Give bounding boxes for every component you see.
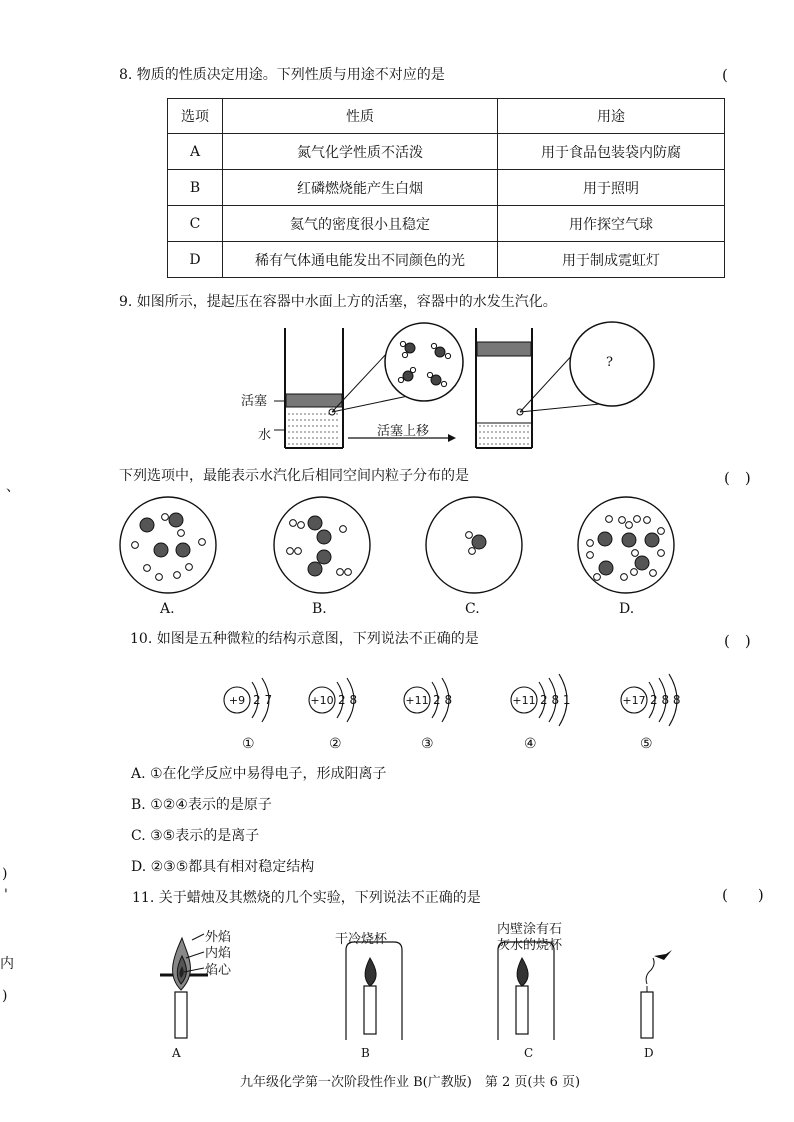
- q9-sub-question: 下列选项中，最能表示水汽化后相同空间内粒子分布的是: [119, 468, 469, 484]
- cell-property: 红磷燃烧能产生白烟: [223, 170, 498, 206]
- particle-5-shells: 2 8 8: [650, 693, 681, 707]
- cell-option: C: [168, 206, 223, 242]
- q9-piston-diagram: [230, 318, 670, 450]
- cell-property: 稀有气体通电能发出不同颜色的光: [223, 242, 498, 278]
- particle-1-label: ①: [242, 736, 255, 752]
- label-limewater-beaker-line2: 灰水的烧杯: [497, 938, 563, 953]
- label-inner-flame: 内焰: [205, 946, 232, 961]
- margin-mark: 、: [6, 479, 20, 495]
- particle-3-shells: 2 8: [433, 693, 453, 707]
- particle-1-shells: 2 7: [253, 693, 273, 707]
- label-water: 水: [258, 428, 272, 443]
- q8-stem: 8. 物质的性质决定用途。下列性质与用途不对应的是: [119, 67, 445, 83]
- q9-option-a: A.: [160, 601, 175, 617]
- particle-4-label: ④: [524, 736, 537, 752]
- question-mark: ?: [606, 355, 613, 370]
- header-use: 用途: [498, 99, 725, 134]
- label-limewater-beaker-line1: 内壁涂有石: [497, 922, 563, 937]
- q9-option-b: B.: [312, 601, 327, 617]
- arrow-label: 活塞上移: [377, 424, 430, 439]
- particle-2-shells: 2 8: [338, 693, 358, 707]
- q8-table: [167, 98, 725, 278]
- cell-option: A: [168, 134, 223, 170]
- cell-use: 用于食品包装袋内防腐: [498, 134, 725, 170]
- particle-5-label: ⑤: [640, 736, 653, 752]
- q11-stem: 11. 关于蜡烛及其燃烧的几个实验，下列说法不正确的是: [132, 890, 481, 906]
- label-outer-flame: 外焰: [205, 930, 232, 945]
- table-row: [168, 134, 725, 170]
- header-option: 选项: [168, 99, 223, 134]
- table-header-row: [168, 99, 725, 134]
- q9-answer-paren: ( ): [724, 469, 751, 487]
- cell-option: D: [168, 242, 223, 278]
- label-dry-beaker: 干冷烧杯: [335, 932, 388, 947]
- q9-stem: 9. 如图所示，提起压在容器中水面上方的活塞，容器中的水发生汽化。: [119, 294, 557, 310]
- label-flame-core: 焰心: [205, 963, 232, 978]
- q9-option-c: C.: [465, 601, 480, 617]
- q11-option-c: C: [524, 1046, 534, 1060]
- particle-3-label: ③: [421, 736, 434, 752]
- label-piston: 活塞: [241, 394, 268, 409]
- table-row: [168, 206, 725, 242]
- q11-option-a: A: [172, 1046, 181, 1060]
- particle-5-nucleus: +17: [622, 694, 646, 707]
- q11-answer-paren: ( ): [722, 886, 764, 904]
- q10-atom-diagrams: [212, 668, 692, 732]
- particle-4-shells: 2 8 1: [540, 693, 571, 707]
- q10-answer-paren: ( ): [724, 632, 751, 650]
- cell-use: 用于照明: [498, 170, 725, 206]
- q9-option-diagrams: [110, 495, 690, 599]
- q9-option-d: D.: [619, 601, 635, 617]
- q10-option-b: B. ①②④表示的是原子: [131, 797, 272, 813]
- cell-use: 用作探空气球: [498, 206, 725, 242]
- margin-mark: ): [2, 866, 8, 882]
- q10-option-d: D. ②③⑤都具有相对稳定结构: [131, 859, 315, 875]
- cell-property: 氮气化学性质不活泼: [223, 134, 498, 170]
- particle-2-nucleus: +10: [310, 694, 334, 707]
- q8-answer-paren: (: [722, 66, 728, 84]
- cell-use: 用于制成霓虹灯: [498, 242, 725, 278]
- q10-option-a: A. ①在化学反应中易得电子，形成阳离子: [131, 766, 387, 782]
- particle-4-nucleus: +11: [512, 694, 536, 707]
- cell-property: 氦气的密度很小且稳定: [223, 206, 498, 242]
- header-property: 性质: [223, 99, 498, 134]
- margin-mark: ): [2, 988, 8, 1004]
- particle-3-nucleus: +11: [405, 694, 429, 707]
- cell-option: B: [168, 170, 223, 206]
- particle-2-label: ②: [329, 736, 342, 752]
- margin-mark: 内: [0, 956, 14, 972]
- table-row: [168, 170, 725, 206]
- page-footer: 九年级化学第一次阶段性作业 B(广教版) 第 2 页(共 6 页): [240, 1075, 581, 1090]
- particle-1-nucleus: +9: [228, 694, 246, 707]
- table-row: [168, 242, 725, 278]
- margin-mark: ': [4, 887, 8, 903]
- q11-option-d: D: [644, 1046, 654, 1060]
- q11-option-b: B: [361, 1046, 370, 1060]
- q10-stem: 10. 如图是五种微粒的结构示意图，下列说法不正确的是: [130, 631, 479, 647]
- q10-option-c: C. ③⑤表示的是离子: [131, 828, 260, 844]
